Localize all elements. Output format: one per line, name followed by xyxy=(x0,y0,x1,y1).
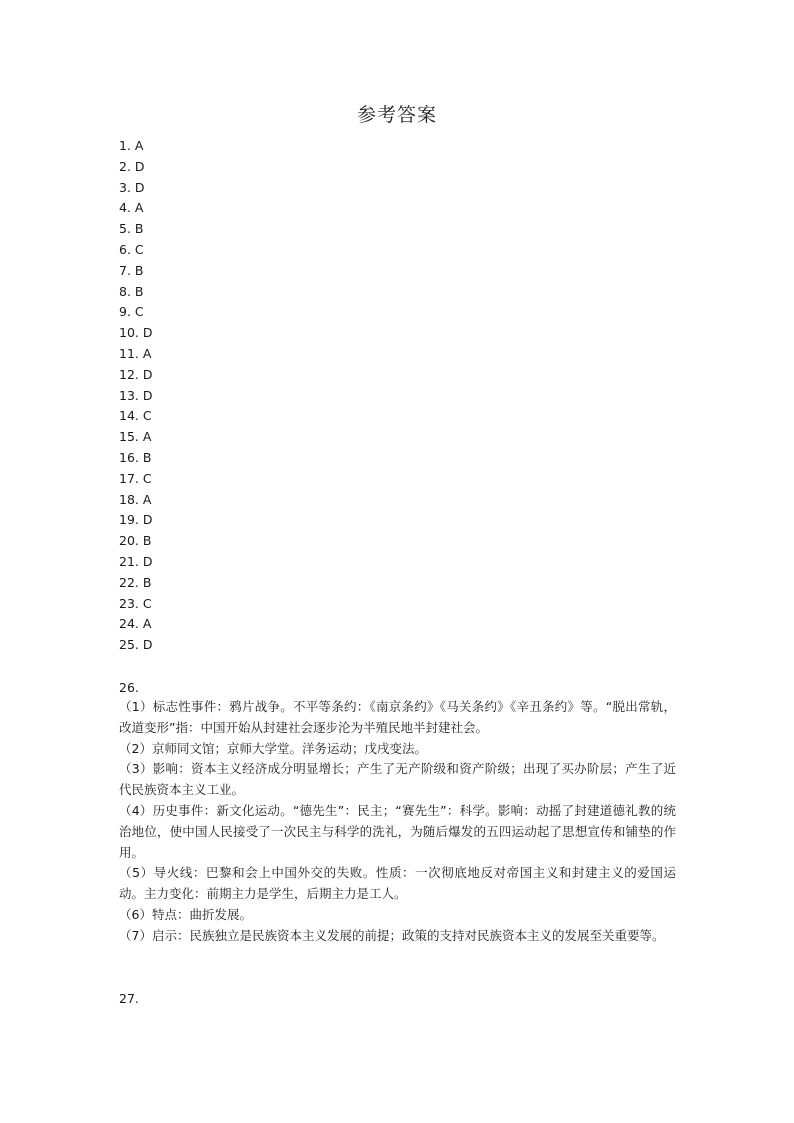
answer-item: 25. D xyxy=(119,637,153,653)
answer-paragraph: （7）启示：民族独立是民族资本主义发展的前提；政策的支持对民族资本主义的发展至关重要等。 xyxy=(119,927,665,943)
answer-item: 8. B xyxy=(119,283,144,299)
answer-item: 1. A xyxy=(119,138,144,153)
answer-list xyxy=(119,136,152,656)
answer-item: 14. C xyxy=(119,408,152,424)
answer-item: 13. D xyxy=(119,387,153,403)
answer-item: 19. D xyxy=(119,512,153,528)
answer-paragraph: （1）标志性事件：鸦片战争。不平等条约：《南京条约》《马关条约》《辛丑条约》等。“脱出常轨，改道变形”指：中国开始从封建社会逐步沦为半殖民地半封建社会。 xyxy=(119,699,676,735)
answer-item: 16. B xyxy=(119,449,152,465)
answer-item: 21. D xyxy=(119,553,153,569)
answer-item: 10. D xyxy=(119,325,153,341)
answer-item: 17. C xyxy=(119,470,152,486)
answer-item: 23. C xyxy=(119,595,152,611)
answer-item: 11. A xyxy=(119,345,152,361)
answer-item: 9. C xyxy=(119,304,144,320)
page-title: 参考答案 xyxy=(356,104,437,126)
answer-item: 3. D xyxy=(119,179,145,195)
answer-paragraph: （5）导火线：巴黎和会上中国外交的失败。性质：一次彻底地反对帝国主义和封建主义的爱国运动。主力变化：前期主力是学生，后期主力是工人。 xyxy=(119,865,676,902)
answer-item: 20. B xyxy=(119,533,152,549)
answer-item: 4. A xyxy=(119,200,144,216)
answer-item: 7. B xyxy=(119,262,144,278)
answer-item: 6. C xyxy=(119,241,144,257)
answer-paragraph: （3）影响：资本主义经济成分明显增长；产生了无产阶级和资产阶级；出现了买办阶层；产生了近代民族资本主义工业。 xyxy=(119,761,676,798)
answer-item: 15. A xyxy=(119,429,152,445)
question-27-number: 27. xyxy=(119,991,139,1006)
answer-item: 12. D xyxy=(119,366,153,382)
answer-paragraph: （6）特点：曲折发展。 xyxy=(119,906,252,922)
answer-item: 22. B xyxy=(119,574,152,590)
answer-item: 2. D xyxy=(119,158,145,174)
answer-item: 18. A xyxy=(119,491,152,507)
answer-paragraph: （4）历史事件：新文化运动。“德先生”：民主；“赛先生”：科学。影响：动摇了封建道德礼教的统治地位，使中国人民接受了一次民主与科学的洗礼，为随后爆发的五四运动起了思想宣传和铺垫的作用。 xyxy=(119,802,676,860)
answer-item: 24. A xyxy=(119,616,152,632)
question-26-number: 26. xyxy=(119,680,139,695)
question-26-answer xyxy=(119,697,676,947)
answer-paragraph: （2）京师同文馆；京师大学堂。洋务运动；戊戌变法。 xyxy=(119,740,427,756)
answer-item: 5. B xyxy=(119,221,144,237)
